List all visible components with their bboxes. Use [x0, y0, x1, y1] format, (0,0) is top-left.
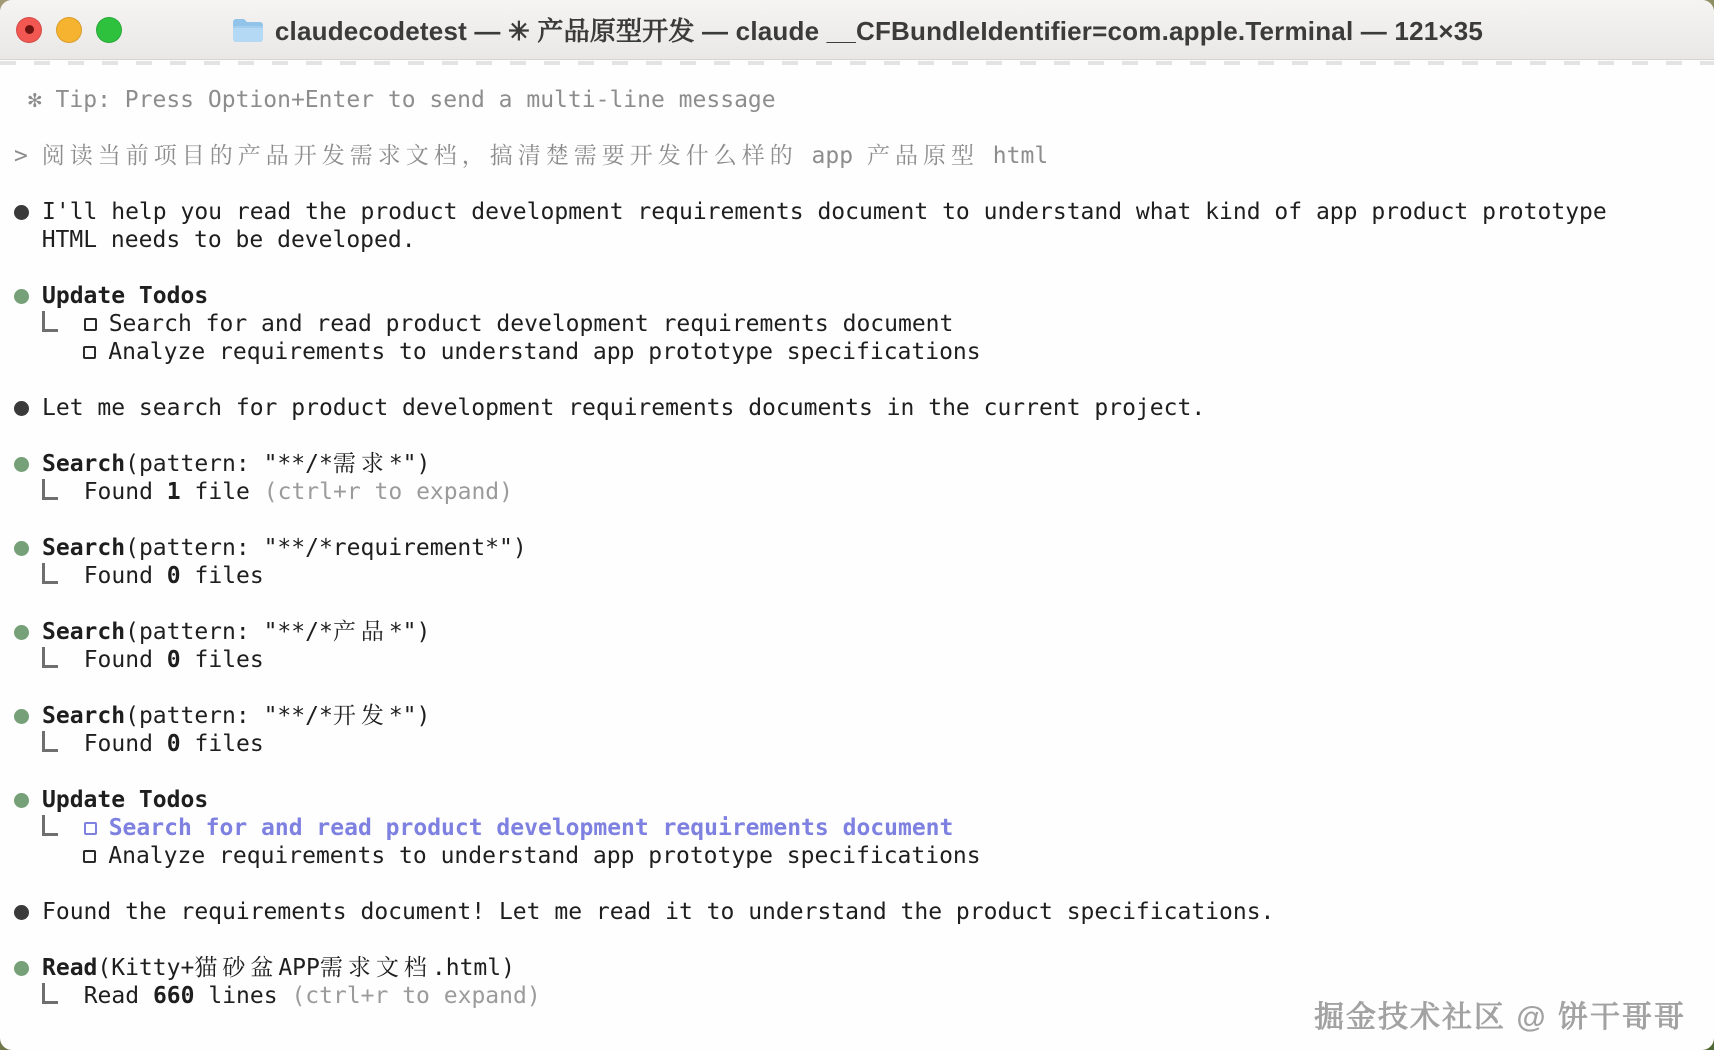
terminal-text — [14, 86, 28, 114]
terminal-text — [14, 842, 83, 870]
terminal-text: Update Todos — [42, 283, 209, 309]
bullet-icon — [14, 541, 29, 556]
terminal-text: 0 — [166, 731, 181, 757]
terminal-text: (pattern: "**/* — [125, 619, 333, 645]
terminal-line — [14, 394, 1700, 422]
terminal-line — [14, 646, 1700, 674]
minimize-button[interactable] — [56, 17, 82, 43]
terminal-line — [14, 870, 1700, 898]
terminal-text: Search — [42, 619, 126, 645]
terminal-line — [14, 702, 1700, 730]
terminal-text — [14, 646, 42, 674]
terminal-text: Analyze requirements to understand app prototype specifications — [108, 843, 981, 869]
bullet-icon — [14, 401, 29, 416]
folder-icon — [231, 16, 265, 44]
terminal-text: Analyze requirements to understand app prototype specifications — [108, 339, 981, 365]
terminal-line — [14, 86, 1700, 114]
terminal-text: I'll help you read the product development requirements document to understand what kind of app product prototype — [42, 199, 1607, 225]
terminal-text: (pattern: "**/* — [125, 703, 333, 729]
terminal-text: APP — [278, 955, 320, 981]
terminal-line — [14, 310, 1700, 338]
title-bar[interactable] — [0, 0, 1714, 60]
terminal-line — [14, 114, 1700, 142]
terminal-text: Found — [83, 479, 167, 505]
terminal-line — [14, 842, 1700, 870]
terminal-text: files — [180, 563, 264, 589]
terminal-line — [14, 198, 1700, 226]
terminal-text: app — [797, 143, 867, 169]
traffic-lights — [16, 17, 122, 43]
window-title: claudecodetest — ✳ 产品原型开发 — claude __CFBundleIdentifier=com.apple.Terminal — 121×35 — [274, 16, 1484, 46]
terminal-text: lines — [194, 983, 292, 1009]
terminal-text: Search — [42, 451, 126, 477]
branch-elbow-icon — [42, 563, 58, 584]
terminal-line — [14, 366, 1700, 394]
terminal-line — [14, 758, 1700, 786]
terminal-text: > — [14, 143, 42, 169]
terminal-text: Let me search for product development requirements documents in the current project. — [42, 395, 1206, 421]
terminal-text: 阅读当前项目的产品开发需求文档，搞清楚需要开发什么样的 — [41, 143, 798, 169]
branch-elbow-icon — [42, 731, 58, 752]
branch-elbow-icon — [42, 479, 58, 500]
terminal-text: (pattern: "**/* — [125, 451, 333, 477]
window-title-group — [231, 11, 1483, 48]
terminal-text: 需求文档 — [319, 955, 432, 981]
terminal-text: files — [180, 731, 264, 757]
branch-elbow-icon — [42, 311, 58, 332]
terminal-line — [14, 254, 1700, 282]
terminal-line — [14, 534, 1700, 562]
terminal-text: (ctrl+r to expand) — [291, 983, 541, 1009]
bullet-icon — [14, 457, 29, 472]
terminal-line — [14, 954, 1700, 982]
terminal-line — [14, 786, 1700, 814]
terminal-text: Found the requirements document! Let me read it to understand the product specifications. — [42, 899, 1275, 925]
terminal-line — [14, 926, 1700, 954]
terminal-text — [14, 310, 42, 338]
terminal-text: 猫砂盆 — [194, 955, 279, 981]
bullet-icon — [14, 289, 29, 304]
terminal-text: Search for and read product development requirements document — [108, 311, 954, 337]
terminal-text: (ctrl+r to expand) — [263, 479, 513, 505]
terminal-line — [14, 562, 1700, 590]
terminal-line — [14, 618, 1700, 646]
terminal-line — [14, 338, 1700, 366]
terminal-text: Found — [83, 731, 167, 757]
terminal-text: (Kitty+ — [97, 955, 195, 981]
terminal-text: files — [180, 647, 264, 673]
terminal-text: Update Todos — [42, 787, 209, 813]
close-button[interactable] — [16, 17, 42, 43]
bullet-icon — [14, 793, 29, 808]
bullet-icon — [14, 205, 29, 220]
terminal-text — [14, 814, 42, 842]
terminal-text: Read — [42, 955, 98, 981]
terminal-line — [14, 226, 1700, 254]
terminal-text: Search — [42, 703, 126, 729]
terminal-output[interactable] — [0, 60, 1714, 1010]
terminal-text: 0 — [166, 563, 181, 589]
checkbox-icon — [84, 822, 97, 835]
terminal-text: 需求 — [332, 451, 389, 477]
zoom-button[interactable] — [96, 17, 122, 43]
terminal-line — [14, 814, 1700, 842]
terminal-text: Found — [83, 563, 167, 589]
terminal-text: ✻ Tip: Press Option+Enter to send a multi-line message — [27, 87, 776, 113]
terminal-text: *") — [388, 619, 431, 645]
terminal-text: 0 — [166, 647, 181, 673]
terminal-text: 660 — [152, 983, 195, 1009]
terminal-text — [14, 730, 42, 758]
checkbox-icon — [83, 346, 96, 359]
terminal-line — [14, 142, 1700, 170]
terminal-line — [14, 730, 1700, 758]
checkbox-icon — [84, 318, 97, 331]
terminal-text: 1 — [166, 479, 181, 505]
terminal-text — [14, 982, 42, 1010]
terminal-text — [14, 562, 42, 590]
terminal-text: file — [180, 479, 264, 505]
branch-elbow-icon — [42, 983, 58, 1004]
terminal-text — [14, 338, 83, 366]
terminal-text: 开发 — [332, 703, 389, 729]
terminal-text: 产品原型 — [866, 143, 979, 169]
terminal-line — [14, 478, 1700, 506]
terminal-text: Search — [42, 535, 126, 561]
checkbox-icon — [83, 850, 96, 863]
terminal-line — [14, 506, 1700, 534]
terminal-text: Found — [83, 647, 167, 673]
terminal-text: (pattern: "**/*requirement*") — [125, 535, 527, 561]
terminal-text: *") — [388, 703, 431, 729]
terminal-text: Read — [83, 983, 153, 1009]
bullet-icon — [14, 905, 29, 920]
branch-elbow-icon — [42, 815, 58, 836]
terminal-line — [14, 674, 1700, 702]
terminal-text: *") — [388, 451, 431, 477]
terminal-text: .html) — [431, 955, 515, 981]
bullet-icon — [14, 961, 29, 976]
terminal-text: html — [978, 143, 1049, 169]
terminal-line — [14, 590, 1700, 618]
terminal-text: Search for and read product development requirements document — [108, 815, 954, 841]
watermark: 掘金技术社区 @ 饼干哥哥 — [1314, 1001, 1686, 1034]
terminal-text: 产品 — [332, 619, 389, 645]
terminal-line — [14, 282, 1700, 310]
bullet-icon — [14, 625, 29, 640]
clipped-line-top — [0, 61, 1714, 65]
terminal-line — [14, 170, 1700, 198]
terminal-text: HTML needs to be developed. — [14, 227, 416, 253]
terminal-text — [14, 478, 42, 506]
terminal-line — [14, 422, 1700, 450]
branch-elbow-icon — [42, 647, 58, 668]
terminal-line — [14, 898, 1700, 926]
terminal-line — [14, 450, 1700, 478]
bullet-icon — [14, 709, 29, 724]
